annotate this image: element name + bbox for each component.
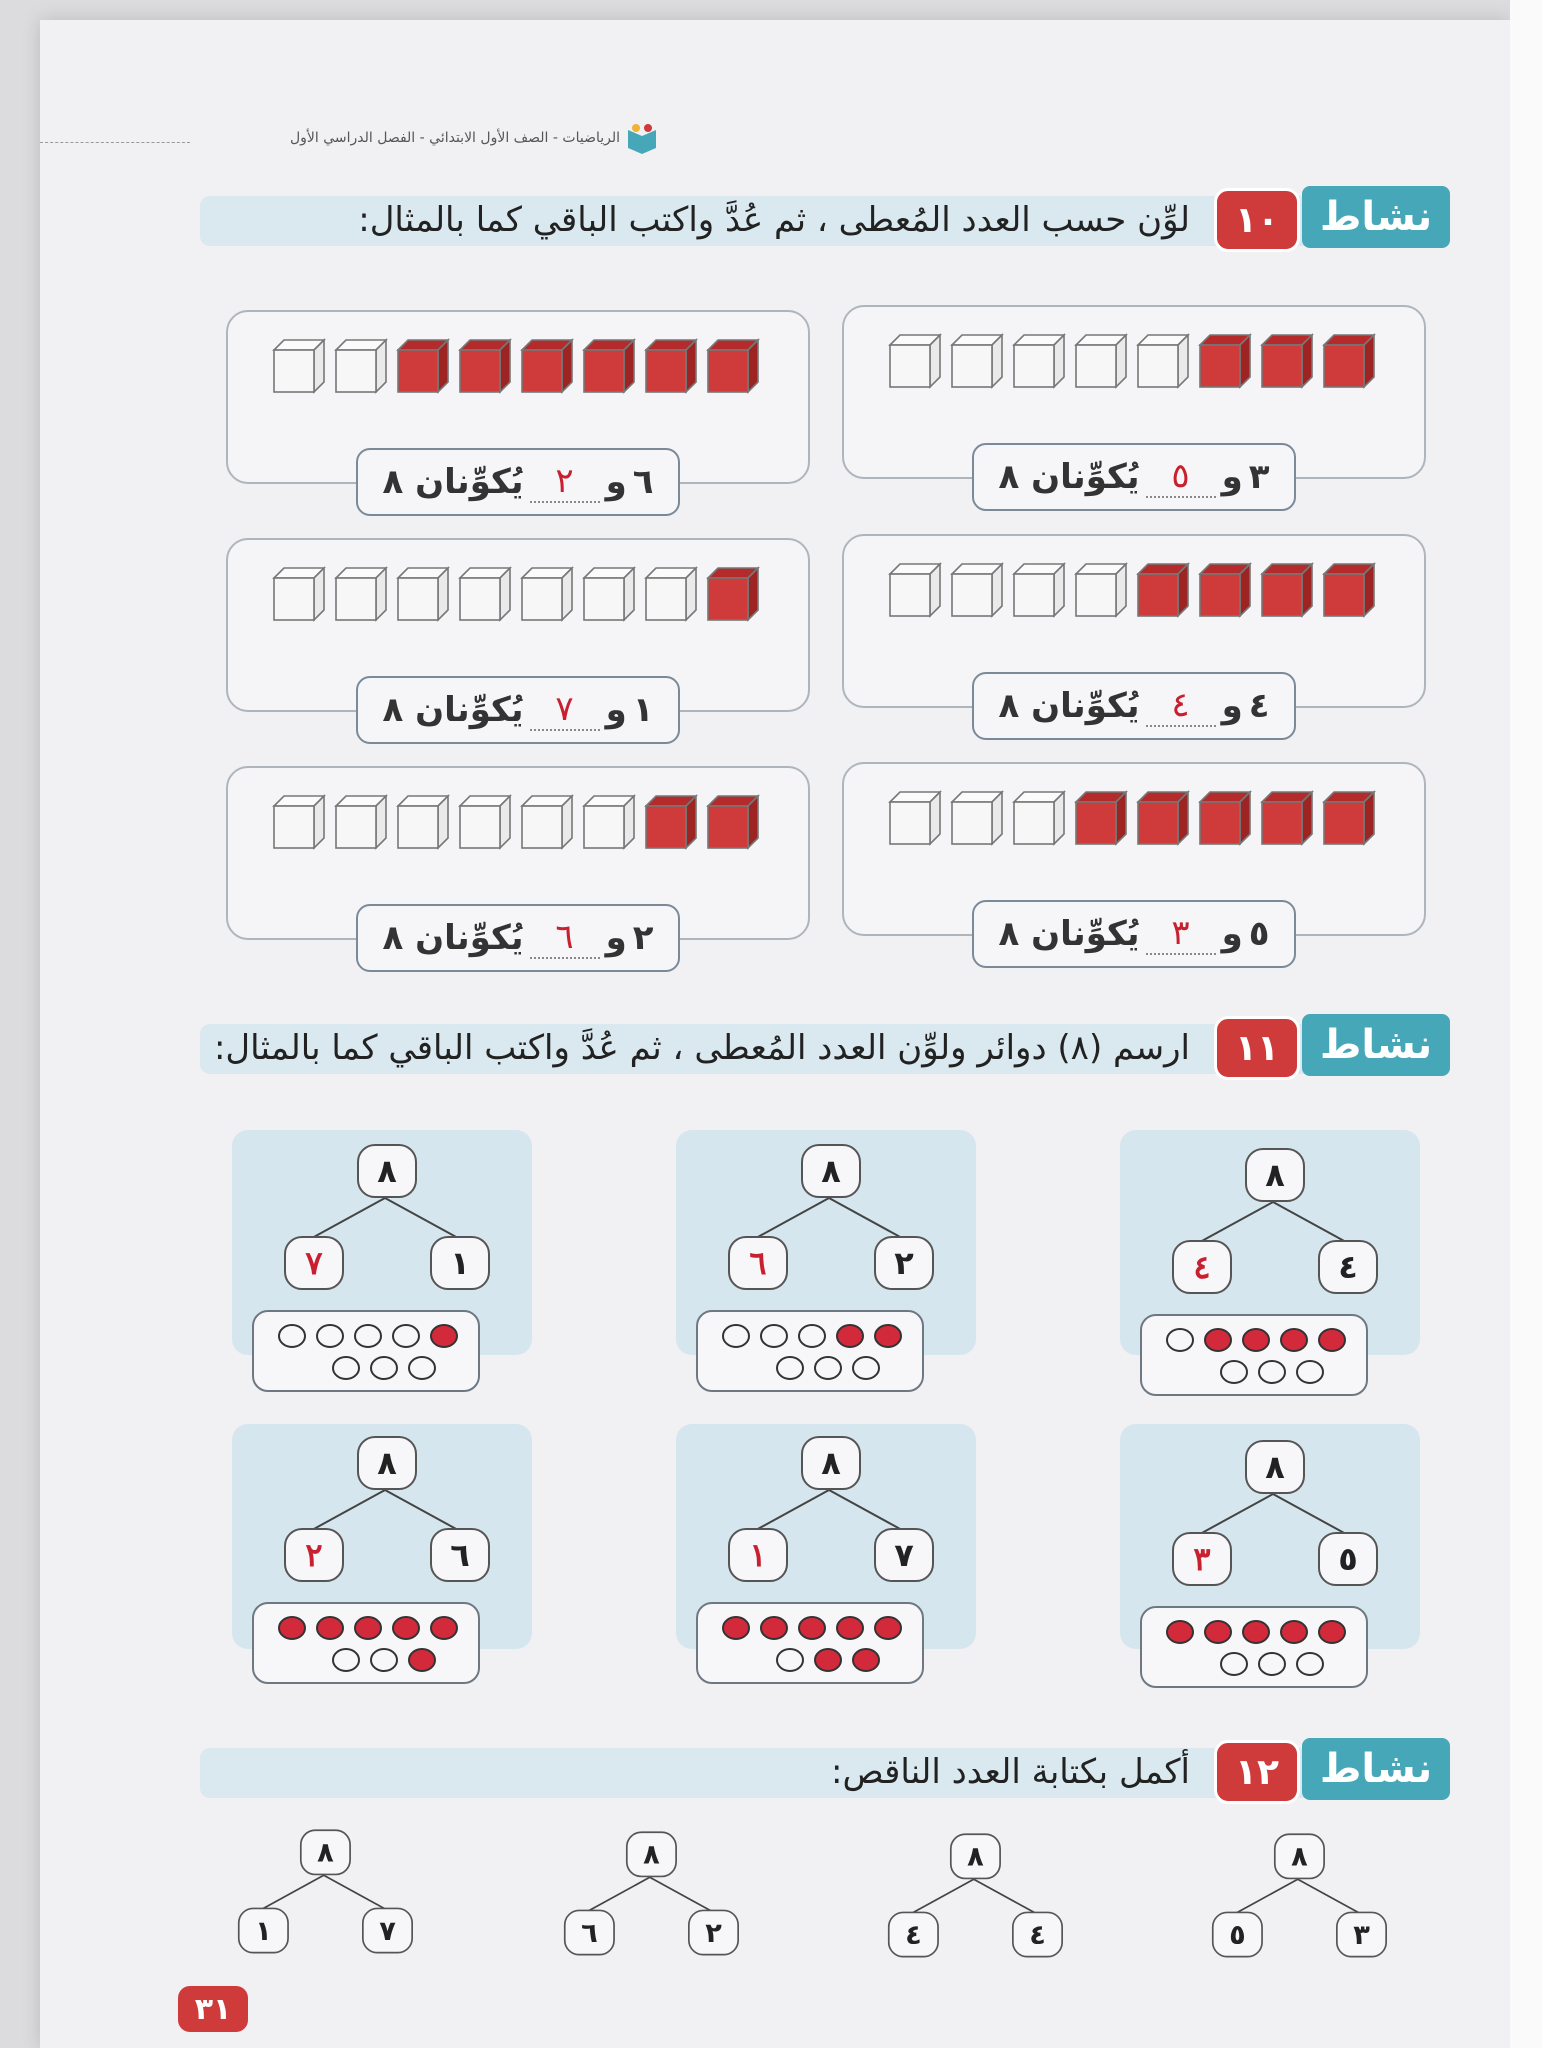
sentence-suffix: يُكوِّنان ٨ — [382, 462, 524, 502]
bond-whole: ٨ — [626, 1831, 677, 1877]
bond-part-right: ٧ — [362, 1908, 413, 1954]
circle-drawing — [698, 1312, 922, 1390]
colored-cube — [396, 338, 450, 394]
filled-circle — [355, 1617, 381, 1639]
filled-circle — [815, 1649, 841, 1671]
bond-part-right: ٥ — [1318, 1532, 1378, 1586]
bond-line — [756, 1490, 829, 1530]
filled-circle — [1205, 1621, 1231, 1643]
cube — [272, 566, 326, 622]
circle-drawing — [1142, 1608, 1366, 1686]
bond-line — [1273, 1494, 1346, 1534]
bond-part-left: ٤ — [1172, 1240, 1232, 1294]
sentence-box — [972, 672, 1296, 740]
filled-circle — [1281, 1621, 1307, 1643]
sentence-suffix: يُكوِّنان ٨ — [382, 918, 524, 958]
colored-cube — [1198, 790, 1252, 846]
colored-cube — [1136, 790, 1190, 846]
colored-cube — [582, 338, 636, 394]
empty-circle — [777, 1357, 803, 1379]
cube — [334, 566, 388, 622]
bond-whole: ٨ — [357, 1144, 417, 1198]
circle-box — [696, 1602, 924, 1684]
empty-circle — [799, 1325, 825, 1347]
bond-line — [312, 1490, 385, 1530]
empty-circle — [1297, 1361, 1323, 1383]
circle-box — [252, 1602, 480, 1684]
filled-circle — [1243, 1621, 1269, 1643]
activity-10-instruction: لوِّن حسب العدد المُعطى ، ثم عُدَّ واكتب الباقي كما بالمثال: — [358, 200, 1190, 240]
activity-11-title — [200, 1014, 1450, 1080]
colored-cube — [1322, 790, 1376, 846]
sentence-box — [356, 676, 680, 744]
cube — [582, 566, 636, 622]
header-text: الرياضيات - الصف الأول الابتدائي - الفصل الدراسي الأول — [289, 130, 620, 146]
filled-circle — [837, 1325, 863, 1347]
cube — [644, 566, 698, 622]
cube — [950, 333, 1004, 389]
cube — [582, 794, 636, 850]
colored-cube — [1198, 333, 1252, 389]
empty-circle — [815, 1357, 841, 1379]
sentence-suffix: يُكوِّنان ٨ — [998, 457, 1140, 497]
circle-box — [252, 1310, 480, 1392]
bond-part-left: ٧ — [284, 1236, 344, 1290]
bond-line — [1298, 1879, 1360, 1913]
bond-part-left: ٦ — [564, 1910, 615, 1956]
cube — [272, 338, 326, 394]
circle-drawing — [254, 1604, 478, 1682]
bond-line — [312, 1198, 385, 1238]
empty-circle — [355, 1325, 381, 1347]
filled-circle — [1281, 1329, 1307, 1351]
bond-part-right: ٤ — [1012, 1912, 1063, 1958]
bond-part-right: ٦ — [430, 1528, 490, 1582]
cube — [888, 562, 942, 618]
bond-part-right: ٤ — [1318, 1240, 1378, 1294]
colored-cube — [1074, 790, 1128, 846]
empty-circle — [1259, 1361, 1285, 1383]
colored-cube — [1260, 562, 1314, 618]
bond-whole: ٨ — [950, 1833, 1001, 1879]
empty-circle — [777, 1649, 803, 1671]
bond-line — [262, 1875, 324, 1909]
activity-10-panel — [842, 534, 1426, 726]
filled-circle — [1205, 1329, 1231, 1351]
filled-circle — [1319, 1621, 1345, 1643]
book-logo-icon — [624, 120, 660, 156]
cube-row — [888, 562, 1376, 618]
activity-12-instruction: أكمل بكتابة العدد الناقص: — [831, 1752, 1190, 1792]
activity-10-panel — [226, 538, 810, 730]
filled-circle — [853, 1649, 879, 1671]
cube — [334, 338, 388, 394]
page-header — [40, 120, 660, 160]
colored-cube — [458, 338, 512, 394]
empty-circle — [761, 1325, 787, 1347]
activity-10-tag: نشاط — [1302, 186, 1450, 248]
colored-cube — [1136, 562, 1190, 618]
given-number: ٣ — [1248, 457, 1270, 497]
filled-circle — [431, 1325, 457, 1347]
cube-row — [272, 338, 760, 394]
filled-circle — [393, 1617, 419, 1639]
join-word: و — [605, 918, 627, 958]
activity-11-tag: نشاط — [1302, 1014, 1450, 1076]
cube — [272, 794, 326, 850]
written-answer: ٥ — [1146, 456, 1216, 498]
activity-10-title — [200, 186, 1450, 252]
given-number: ٥ — [1248, 914, 1270, 954]
written-answer: ٧ — [530, 689, 600, 731]
given-number: ١ — [632, 690, 654, 730]
activity-10-panel — [842, 305, 1426, 497]
colored-cube — [706, 338, 760, 394]
cube — [1012, 333, 1066, 389]
empty-circle — [333, 1649, 359, 1671]
join-word: و — [1221, 457, 1243, 497]
cube — [458, 566, 512, 622]
filled-circle — [1319, 1329, 1345, 1351]
cube — [520, 794, 574, 850]
activity-12-tag: نشاط — [1302, 1738, 1450, 1800]
circle-box — [696, 1310, 924, 1392]
sentence-box — [356, 448, 680, 516]
filled-circle — [875, 1325, 901, 1347]
colored-cube — [1198, 562, 1252, 618]
cube — [458, 794, 512, 850]
bond-whole: ٨ — [1274, 1833, 1325, 1879]
bond-part-left: ٢ — [284, 1528, 344, 1582]
page-edge — [1510, 0, 1542, 2048]
cube — [1012, 790, 1066, 846]
bond-whole: ٨ — [357, 1436, 417, 1490]
empty-circle — [333, 1357, 359, 1379]
bond-part-right: ٢ — [688, 1910, 739, 1956]
circle-drawing — [698, 1604, 922, 1682]
empty-circle — [371, 1649, 397, 1671]
filled-circle — [723, 1617, 749, 1639]
bond-line — [385, 1490, 458, 1530]
filled-circle — [799, 1617, 825, 1639]
bond-part-left: ٣ — [1172, 1532, 1232, 1586]
page-number: ٣١ — [178, 1986, 248, 2032]
cube — [1074, 562, 1128, 618]
header-rule — [40, 142, 190, 143]
cube-row — [888, 333, 1376, 389]
cube — [1012, 562, 1066, 618]
bond-line — [1200, 1494, 1273, 1534]
sentence-suffix: يُكوِّنان ٨ — [998, 686, 1140, 726]
cube-row — [272, 566, 760, 622]
empty-circle — [317, 1325, 343, 1347]
empty-circle — [853, 1357, 879, 1379]
sentence-suffix: يُكوِّنان ٨ — [998, 914, 1140, 954]
activity-12-number: ١٢ — [1214, 1740, 1300, 1804]
filled-circle — [431, 1617, 457, 1639]
filled-circle — [875, 1617, 901, 1639]
bond-line — [829, 1490, 902, 1530]
colored-cube — [1322, 333, 1376, 389]
circle-drawing — [254, 1312, 478, 1390]
bond-line — [1200, 1202, 1273, 1242]
written-answer: ٢ — [530, 461, 600, 503]
colored-cube — [644, 338, 698, 394]
bond-line — [974, 1879, 1036, 1913]
activity-11-instruction: ارسم (٨) دوائر ولوِّن العدد المُعطى ، ثم عُدَّ واكتب الباقي كما بالمثال: — [213, 1028, 1190, 1068]
given-number: ٤ — [1248, 686, 1270, 726]
bond-part-right: ٢ — [874, 1236, 934, 1290]
sentence-box — [972, 443, 1296, 511]
empty-circle — [1259, 1653, 1285, 1675]
activity-10-panel — [226, 766, 810, 958]
empty-circle — [723, 1325, 749, 1347]
empty-circle — [1221, 1361, 1247, 1383]
colored-cube — [706, 566, 760, 622]
bond-whole: ٨ — [300, 1829, 351, 1875]
empty-circle — [1221, 1653, 1247, 1675]
bond-line — [650, 1877, 712, 1911]
empty-circle — [371, 1357, 397, 1379]
bond-line — [385, 1198, 458, 1238]
colored-cube — [1260, 333, 1314, 389]
empty-circle — [409, 1357, 435, 1379]
join-word: و — [1221, 686, 1243, 726]
empty-circle — [1167, 1329, 1193, 1351]
cube — [520, 566, 574, 622]
bond-part-left: ١ — [238, 1908, 289, 1954]
join-word: و — [605, 690, 627, 730]
bond-line — [588, 1877, 650, 1911]
cube — [888, 333, 942, 389]
colored-cube — [706, 794, 760, 850]
activity-11-number: ١١ — [1214, 1016, 1300, 1080]
empty-circle — [279, 1325, 305, 1347]
activity-10-number: ١٠ — [1214, 188, 1300, 252]
join-word: و — [605, 462, 627, 502]
cube — [1136, 333, 1190, 389]
filled-circle — [761, 1617, 787, 1639]
bond-part-left: ٥ — [1212, 1912, 1263, 1958]
cube — [396, 794, 450, 850]
filled-circle — [1243, 1329, 1269, 1351]
filled-circle — [279, 1617, 305, 1639]
bond-line — [1273, 1202, 1346, 1242]
given-number: ٢ — [632, 918, 654, 958]
join-word: و — [1221, 914, 1243, 954]
bond-whole: ٨ — [801, 1436, 861, 1490]
bond-line — [829, 1198, 902, 1238]
bond-line — [756, 1198, 829, 1238]
sentence-box — [356, 904, 680, 972]
written-answer: ٣ — [1146, 913, 1216, 955]
sentence-suffix: يُكوِّنان ٨ — [382, 690, 524, 730]
cube-row — [888, 790, 1376, 846]
bond-part-right: ١ — [430, 1236, 490, 1290]
written-answer: ٤ — [1146, 685, 1216, 727]
filled-circle — [317, 1617, 343, 1639]
colored-cube — [1260, 790, 1314, 846]
colored-cube — [520, 338, 574, 394]
bond-part-left: ١ — [728, 1528, 788, 1582]
cube — [950, 790, 1004, 846]
sentence-box — [972, 900, 1296, 968]
bond-line — [1236, 1879, 1298, 1913]
bond-part-left: ٦ — [728, 1236, 788, 1290]
filled-circle — [1167, 1621, 1193, 1643]
bond-part-left: ٤ — [888, 1912, 939, 1958]
bond-part-right: ٣ — [1336, 1912, 1387, 1958]
circle-box — [1140, 1314, 1368, 1396]
circle-box — [1140, 1606, 1368, 1688]
empty-circle — [1297, 1653, 1323, 1675]
empty-circle — [393, 1325, 419, 1347]
given-number: ٦ — [632, 462, 654, 502]
cube — [334, 794, 388, 850]
bond-line — [324, 1875, 386, 1909]
bond-whole: ٨ — [801, 1144, 861, 1198]
colored-cube — [1322, 562, 1376, 618]
activity-12-title — [200, 1738, 1450, 1804]
bond-whole: ٨ — [1245, 1148, 1305, 1202]
written-answer: ٦ — [530, 917, 600, 959]
cube — [1074, 333, 1128, 389]
cube — [888, 790, 942, 846]
bond-whole: ٨ — [1245, 1440, 1305, 1494]
cube-row — [272, 794, 760, 850]
filled-circle — [409, 1649, 435, 1671]
activity-10-panel — [226, 310, 810, 502]
filled-circle — [837, 1617, 863, 1639]
colored-cube — [644, 794, 698, 850]
cube — [950, 562, 1004, 618]
cube — [396, 566, 450, 622]
circle-drawing — [1142, 1316, 1366, 1394]
activity-10-panel — [842, 762, 1426, 954]
bond-line — [912, 1879, 974, 1913]
bond-part-right: ٧ — [874, 1528, 934, 1582]
